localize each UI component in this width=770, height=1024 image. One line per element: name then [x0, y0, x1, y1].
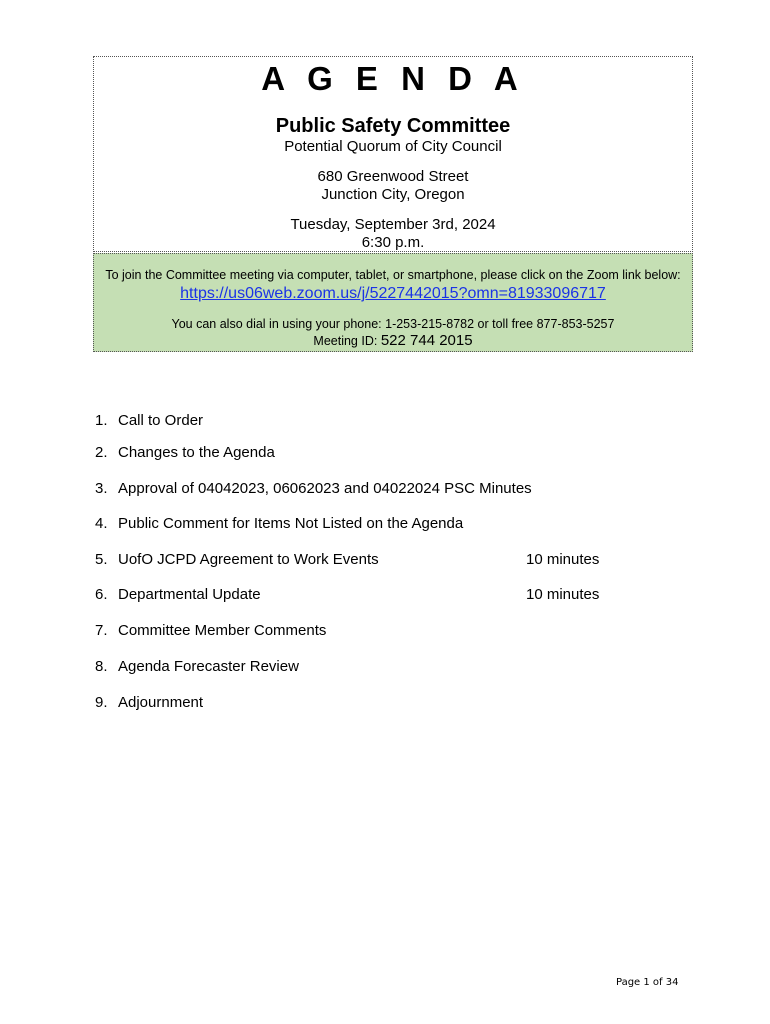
dial-in-text: You can also dial in using your phone: 1-253-215-8782 or toll free 877-853-5257	[171, 317, 615, 331]
address-city: Junction City, Oregon	[321, 186, 465, 203]
agenda-item	[95, 586, 655, 604]
agenda-item-text: Call to Order	[118, 412, 204, 429]
agenda-item-number: 8.	[95, 658, 108, 675]
agenda-item	[95, 658, 655, 676]
agenda-item-number: 3.	[95, 480, 108, 497]
agenda-item-text: Public Comment for Items Not Listed on the Agenda	[118, 515, 464, 532]
agenda-item-text: Agenda Forecaster Review	[118, 658, 299, 675]
agenda-item-number: 6.	[95, 586, 108, 603]
meeting-date: Tuesday, September 3rd, 2024	[290, 216, 496, 233]
meeting-time: 6:30 p.m.	[361, 234, 425, 251]
agenda-item-number: 7.	[95, 622, 108, 639]
agenda-item-text: Changes to the Agenda	[118, 444, 275, 461]
meeting-id-value: 522 744 2015	[380, 332, 473, 349]
agenda-item-number: 5.	[95, 551, 108, 568]
zoom-intro-text: To join the Committee meeting via computer, tablet, or smartphone, please click on the Zoom link below:	[105, 268, 681, 282]
agenda-item	[95, 480, 655, 498]
agenda-title: A G E N D A	[261, 60, 525, 97]
agenda-item	[95, 412, 655, 430]
agenda-item-text: UofO JCPD Agreement to Work Events	[118, 551, 379, 568]
agenda-item-duration: 10 minutes	[526, 551, 600, 568]
agenda-item-text: Adjournment	[118, 694, 204, 711]
agenda-item-text: Approval of 04042023, 06062023 and 04022024 PSC Minutes	[118, 480, 532, 497]
agenda-item-text: Committee Member Comments	[118, 622, 327, 639]
agenda-item	[95, 694, 655, 712]
meeting-id-label: Meeting ID:	[313, 334, 378, 348]
agenda-item-number: 2.	[95, 444, 108, 461]
agenda-item-text: Departmental Update	[118, 586, 261, 603]
agenda-item	[95, 444, 655, 462]
agenda-item-number: 4.	[95, 515, 108, 532]
zoom-meeting-link[interactable]: https://us06web.zoom.us/j/5227442015?omn=81933096717	[180, 285, 606, 302]
agenda-item	[95, 515, 655, 533]
agenda-item-number: 9.	[95, 694, 108, 711]
committee-title: Public Safety Committee	[275, 115, 511, 137]
quorum-subtitle: Potential Quorum of City Council	[284, 138, 502, 155]
agenda-item	[95, 551, 655, 569]
page-number: Page 1 of 34	[616, 977, 679, 988]
agenda-item-duration: 10 minutes	[526, 586, 600, 603]
address-street: 680 Greenwood Street	[317, 168, 469, 185]
agenda-item	[95, 622, 655, 640]
agenda-list	[95, 0, 695, 1024]
agenda-item-number: 1.	[95, 412, 108, 429]
